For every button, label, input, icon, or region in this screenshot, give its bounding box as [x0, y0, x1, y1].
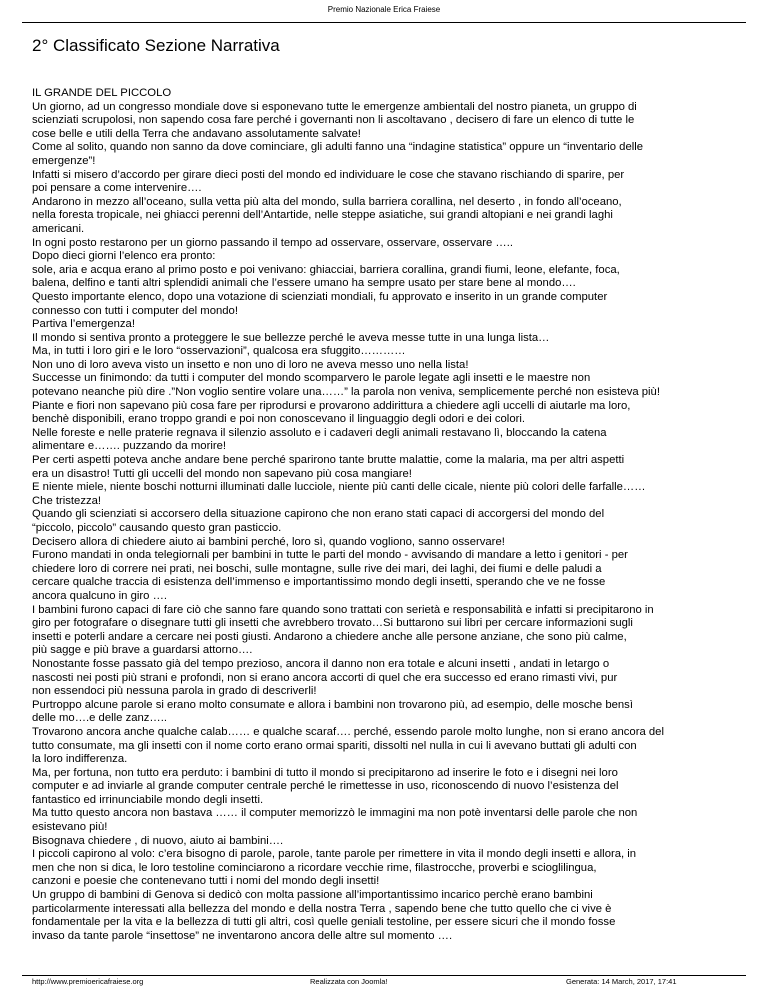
story-line: delle mo….e delle zanz….. [32, 712, 168, 725]
story-line: più sagge e più brave a guardarsi attorno…. [32, 644, 253, 657]
story-line: men che non si dica, le loro testoline cominciarono a ricordare vecchie rime, filastrocche, proverbi e scioglilingua, [32, 861, 597, 874]
page-header-site: Premio Nazionale Erica Fraiese [327, 5, 441, 14]
story-line: scienziati scrupolosi, non sapendo cosa fare perché i governanti non li ascoltavano , decisero di fare un elenco di tutte le [32, 114, 635, 127]
story-text [32, 87, 760, 943]
story-line: Ma, in tutti i loro giri e le loro “osservazioni”, qualcosa era sfuggito………… [32, 345, 406, 358]
story-line: insetti e poterli andare a cercare nei posti giusti. Andarono a chiedere anche alle persone anziane, che sono più calme, [32, 630, 627, 643]
story-line: In ogni posto restarono per un giorno passando il tempo ad osservare, osservare, osservare ….. [32, 236, 514, 249]
story-line: potevano neanche più dire .”Non voglio sentire volare una……” la parola non veniva, semplicemente perché non esisteva più! [32, 386, 660, 399]
story-line: I piccoli capirono al volo: c’era bisogno di parole, parole, tante parole per rimettere in vita il mondo degli insetti e allora, in [32, 848, 637, 861]
story-line: balena, delfino e tanti altri splendidi animali che l’essere umano ha sempre usato per stare bene al mondo…. [32, 277, 576, 290]
story-line: Un gruppo di bambini di Genova si dedicò con molta passione all’importantissimo incarico perchè erano bambini [32, 889, 593, 902]
story-line: Successe un finimondo: da tutti i computer del mondo scomparvero le parole legate agli insetti e le maestre non [32, 372, 591, 385]
story-line: computer e ad inviarle al grande computer centrale perché le rimettesse in uso, riconoscendo di nuovo l’esistenza del [32, 780, 619, 793]
story-line: alimentare e……. puzzando da morire! [32, 440, 227, 453]
footer-url-link[interactable]: http://www.premioericafraiese.org [32, 977, 144, 986]
story-line: americani. [32, 222, 85, 235]
story-line: tutto consumate, ma gli insetti con il nome corto erano ormai spariti, dissolti nel nulla in cui li avevano buttati gli adulti con [32, 739, 637, 752]
story-line: emergenze”! [32, 154, 96, 167]
story-line: Nelle foreste e nelle praterie regnava il silenzio assoluto e i cadaveri degli animali restavano lì, bloccando la catena [32, 426, 607, 439]
story-line: canzoni e poesie che contenevano tutti i nomi del mondo degli insetti! [32, 875, 380, 888]
story-line: Non uno di loro aveva visto un insetto e non uno di loro ne aveva messo uno nella lista! [32, 358, 469, 371]
story-line: Piante e fiori non sapevano più cosa fare per riprodursi e provarono addirittura a chiedere agli uccelli di aiutarle ma loro, [32, 399, 631, 412]
story-line: Per certi aspetti poteva anche andare bene perché sparirono tante brutte malattie, come la malaria, ma per altri aspetti [32, 454, 625, 467]
story-line: fondamentale per la vita e la bellezza di tutti gli altri, così quelle geniali testoline, per essere sicuri che il mondo fosse [32, 916, 616, 929]
story-line: esistevano più! [32, 821, 108, 834]
story-line: Come al solito, quando non sanno da dove cominciare, gli adulti fanno una “indagine statistica” oppure un “inventario delle [32, 141, 644, 154]
story-line: Infatti si misero d’accordo per girare dieci posti del mondo ed individuare le cose che stavano rischiando di sparire, per [32, 168, 625, 181]
story-line: Un giorno, ad un congresso mondiale dove si esponevano tutte le emergenze ambientali del nostro pianeta, un gruppo di [32, 100, 637, 113]
page-title: 2° Classificato Sezione Narrativa [32, 36, 280, 55]
story-line: Nonostante fosse passato già del tempo prezioso, ancora il danno non era totale e alcuni insetti , andati in letargo o [32, 657, 610, 670]
story-line: sole, aria e acqua erano al primo posto e poi venivano: ghiacciai, barriera corallina, grandi fiumi, leone, elefante, foca, [32, 263, 620, 276]
story-line: E niente miele, niente boschi notturni illuminati dalle lucciole, niente più canti delle cicale, niente più colori delle farfalle…… [32, 481, 646, 494]
story-line: Bisognava chiedere , di nuovo, aiuto ai bambini…. [32, 834, 284, 847]
story-line: Decisero allora di chiedere aiuto ai bambini perché, loro sì, quando vogliono, sanno osservare! [32, 535, 505, 548]
story-line: giro per fotografare o disegnare tutti gli insetti che avrebbero trovato…Si buttarono sui libri per cercare informazioni sugli [32, 617, 633, 630]
story-line: particolarmente interessati alla bellezza del mondo e della nostra Terra , sapendo bene che tutto quello che ci vive è [32, 902, 612, 915]
story-line: la loro indifferenza. [32, 753, 128, 766]
story-line: I bambini furono capaci di fare ciò che sanno fare quando sono trattati con serietà e responsabilità e infatti si precipitarono in [32, 603, 654, 616]
story-line: Ma tutto questo ancora non bastava …… il computer memorizzò le immagini ma non potè inventarsi delle parole che non [32, 807, 638, 820]
story-line: fantastico ed irrinunciabile mondo degli insetti. [32, 793, 264, 806]
story-line: Furono mandati in onda telegiornali per bambini in tutte le parti del mondo - avvisando di mandare a letto i genitori - per [32, 549, 628, 562]
story-line: Purtroppo alcune parole si erano molto consumate e allora i bambini non trovarono più, ad esempio, delle mosche bensì [32, 698, 633, 711]
story-line: poi pensare a come intervenire…. [32, 182, 202, 195]
story-line: connesso con tutti i computer del mondo! [32, 304, 238, 317]
header-divider [22, 22, 746, 23]
story-line: Partiva l’emergenza! [32, 318, 135, 331]
story-line: Che tristezza! [32, 494, 102, 507]
story-line: IL GRANDE DEL PICCOLO [32, 87, 172, 99]
story-line: Trovarono ancora anche qualche calab…… e qualche scaraf…. perché, essendo parole molto lunghe, non si erano ancora del [32, 725, 664, 738]
footer-credit: Realizzata con Joomla! [310, 977, 388, 986]
story-line: benchè disponibili, erano troppo grandi e poi non conoscevano il linguaggio degli odori e dei colori. [32, 413, 526, 426]
footer-divider [22, 975, 746, 976]
story-line: Quando gli scienziati si accorsero della situazione capirono che non erano stati capaci di accorgersi del mondo del [32, 508, 605, 521]
story-line: Il mondo si sentiva pronto a proteggere le sue bellezze perché le aveva messe tutte in una lunga lista… [32, 331, 550, 344]
story-line: ancora qualcuno in giro …. [32, 589, 168, 602]
story-line: era un disastro! Tutti gli uccelli del mondo non sapevano più cosa mangiare! [32, 467, 412, 480]
story-line: Questo importante elenco, dopo una votazione di scienziati mondiali, fu approvato e inserito in un grande computer [32, 290, 608, 303]
story-line: chiedere loro di correre nei prati, nei boschi, sulle montagne, sulle rive dei mari, dei laghi, dei fiumi e delle paludi a [32, 562, 602, 575]
story-line: Dopo dieci giorni l’elenco era pronto: [32, 250, 216, 263]
story-line: “piccolo, piccolo” causando questo gran pasticcio. [32, 522, 282, 534]
footer-generated: Generata: 14 March, 2017, 17:41 [566, 977, 677, 986]
story-line: invaso da tante parole “insettose” ne inventarono ancora delle altre sul momento …. [32, 929, 453, 942]
story-line: nascosti nei posti più strani e profondi, non si erano ancora accorti di quel che era successo ed erano rimasti vivi, pur [32, 671, 618, 684]
story-line: nella foresta tropicale, nei ghiacci perenni dell’Antartide, nelle steppe asiatiche, sui grandi altopiani e nei grandi laghi [32, 209, 613, 222]
story-line: cercare qualche traccia di esistenza dell’immenso e importantissimo mondo degli insetti, sperando che ve ne fosse [32, 576, 606, 589]
story-line: non essendoci più nessuna parola in grado di descriverli! [32, 685, 317, 698]
story-line: Andarono in mezzo all’oceano, sulla vetta più alta del mondo, sulla barriera corallina, nel deserto , in fondo all’oceano, [32, 195, 622, 208]
story-line: Ma, per fortuna, non tutto era perduto: i bambini di tutto il mondo si precipitarono ad inserire le foto e i disegni nei loro [32, 766, 618, 779]
story-line: cose belle e utili della Terra che andavano assolutamente salvate! [32, 127, 361, 140]
